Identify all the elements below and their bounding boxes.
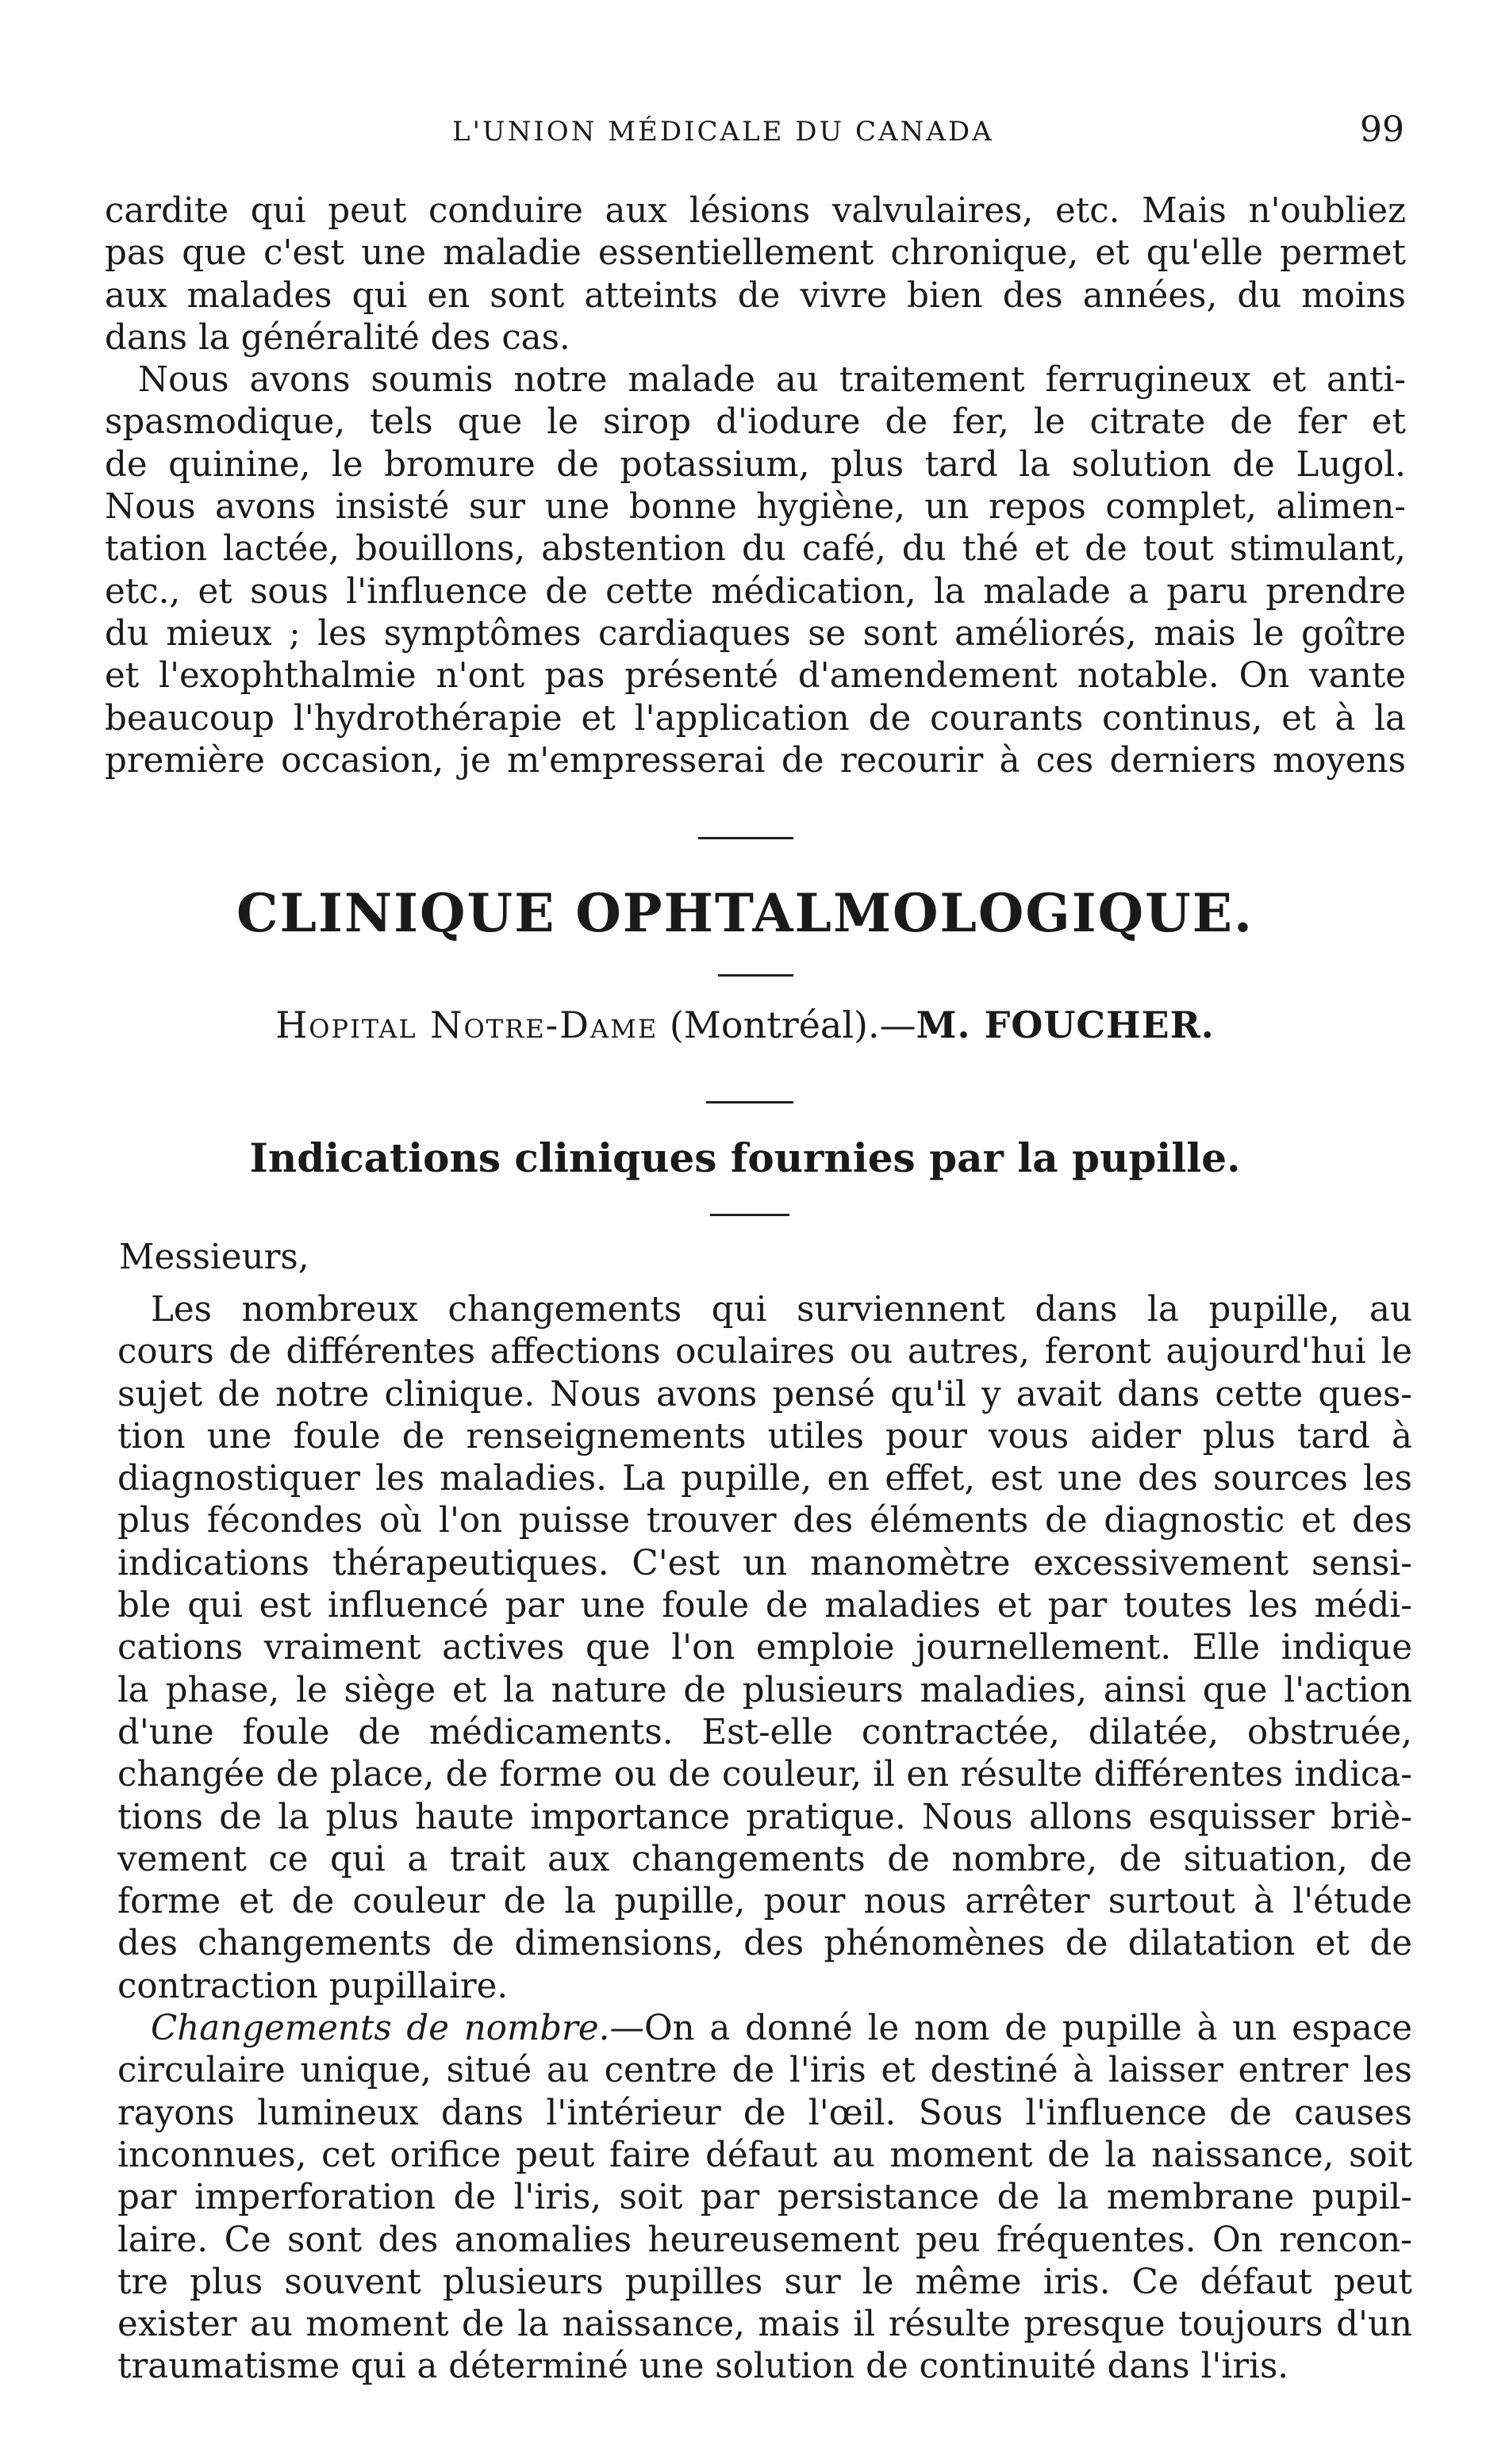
- text-line: de quinine, le bromure de potassium, plus tard la solution de Lugol.: [105, 444, 1406, 485]
- text-line: et l'exophthalmie n'ont pas présenté d'amendement notable. On vante: [105, 656, 1406, 697]
- text-line: tation lactée, bouillons, abstention du café, du thé et de tout stimulant,: [105, 529, 1406, 570]
- text-line: beaucoup l'hydrothérapie et l'application de courants continus, et à la: [105, 698, 1406, 739]
- text-line: exister au moment de la naissance, mais il résulte presque toujours d'un: [117, 2305, 1412, 2345]
- text-line: cations vraiment actives que l'on emploie journellement. Elle indique: [117, 1628, 1412, 1668]
- text-line: la phase, le siège et la nature de plusieurs maladies, ainsi que l'action: [117, 1670, 1412, 1710]
- text-line: diagnostiquer les maladies. La pupille, en effet, est une des sources les: [117, 1459, 1412, 1499]
- text-line: aux malades qui en sont atteints de vivre bien des années, du moins: [105, 275, 1406, 316]
- text-line: cardite qui peut conduire aux lésions valvulaires, etc. Mais n'oubliez: [105, 191, 1406, 231]
- text-line: Les nombreux changements qui surviennent dans la pupille, au: [151, 1290, 1412, 1330]
- text-line: plus fécondes où l'on puisse trouver des éléments de diagnostic et des: [117, 1501, 1412, 1541]
- text-line: spasmodique, tels que le sirop d'iodure de fer, le citrate de fer et: [105, 402, 1406, 443]
- paragraph-changements: [117, 1289, 1412, 2008]
- text-line: ble qui est influencé par une foule de maladies et par toutes les médi-: [117, 1586, 1412, 1626]
- text-line: vement ce qui a trait aux changements de nombre, de situation, de: [117, 1839, 1412, 1879]
- body-text-bottom: [117, 1289, 1412, 2389]
- text-line: dans la généralité des cas.: [105, 317, 570, 358]
- text-line: inconnues, cet orifice peut faire défaut au moment de la naissance, soit: [117, 2135, 1412, 2175]
- text-line: forme et de couleur de la pupille, pour nous arrêter surtout à l'étude: [117, 1882, 1412, 1922]
- running-title: L'UNION MÉDICALE DU CANADA: [452, 116, 994, 148]
- text-line: du mieux ; les symptômes cardiaques se sont améliorés, mais le goître: [105, 613, 1406, 654]
- paragraph-traitement: [105, 359, 1406, 782]
- text-line: laire. Ce sont des anomalies heureusement peu fréquentes. On rencon-: [117, 2220, 1412, 2260]
- section-rule: [706, 1101, 793, 1103]
- hospital-name: Hopital Notre-Dame: [275, 1004, 659, 1046]
- text-line: circulaire unique, situé au centre de l'iris et destiné à laisser entrer les: [117, 2051, 1412, 2091]
- text-line: etc., et sous l'influence de cette médication, la malade a paru prendre: [105, 571, 1406, 612]
- section-rule: [710, 1214, 789, 1216]
- text-line: des changements de dimensions, des phénomènes de dilatation et de: [117, 1924, 1412, 1964]
- hospital-location: (Montréal).—: [669, 1004, 916, 1046]
- page-number: 99: [1360, 109, 1404, 150]
- paragraph-nombre: [117, 2008, 1412, 2389]
- author-name: M. FOUCHER.: [916, 1004, 1215, 1046]
- text-line: sujet de notre clinique. Nous avons pensé qu'il y avait dans cette ques-: [117, 1374, 1412, 1414]
- text-line: cours de différentes affections oculaires ou autres, feront aujourd'hui le: [117, 1332, 1412, 1372]
- section-rule: [698, 837, 793, 839]
- text-line: première occasion, je m'empresserai de recourir à ces derniers moyens: [105, 740, 1406, 781]
- text-line: changée de place, de forme ou de couleur, il en résulte différentes indica-: [117, 1755, 1412, 1795]
- text-line: tre plus souvent plusieurs pupilles sur le même iris. Ce défaut peut: [117, 2262, 1412, 2302]
- section-lead-italic: Changements de nombre.: [151, 2009, 610, 2049]
- section-title: CLINIQUE OPHTALMOLOGIQUE.: [236, 882, 1254, 944]
- text-line: pas que c'est une maladie essentiellement chronique, et qu'elle permet: [105, 233, 1406, 274]
- hospital-byline: [0, 1004, 1490, 1046]
- paragraph-cardite: [105, 190, 1406, 359]
- text-line: [117, 2008, 1412, 2050]
- text-line: tion une foule de renseignements utiles pour vous aider plus tard à: [117, 1416, 1412, 1457]
- text-line: Nous avons insisté sur une bonne hygiène, un repos complet, alimen-: [105, 487, 1406, 528]
- text-line: rayons lumineux dans l'intérieur de l'œil. Sous l'influence de causes: [117, 2093, 1412, 2133]
- text-line: d'une foule de médicaments. Est-elle contractée, dilatée, obstruée,: [117, 1712, 1412, 1752]
- salutation: Messieurs,: [119, 1238, 309, 1277]
- text-line: contraction pupillaire.: [117, 1966, 509, 2006]
- section-rule: [718, 974, 793, 977]
- text-line: traumatisme qui a déterminé une solution de continuité dans l'iris.: [117, 2347, 1289, 2387]
- text-line: Nous avons soumis notre malade au traitement ferrugineux et anti-: [138, 360, 1406, 401]
- body-text-top: [105, 190, 1406, 782]
- running-head: [103, 109, 1404, 157]
- section-lead-text: —On a donné le nom de pupille à un espace: [609, 2009, 1412, 2049]
- text-line: par imperforation de l'iris, soit par persistance de la membrane pupil-: [117, 2178, 1412, 2218]
- article-subtitle: Indications cliniques fournies par la pupille.: [249, 1134, 1241, 1181]
- text-line: indications thérapeutiques. C'est un manomètre excessivement sensi-: [117, 1543, 1412, 1583]
- text-line: tions de la plus haute importance pratique. Nous allons esquisser briè-: [117, 1797, 1412, 1837]
